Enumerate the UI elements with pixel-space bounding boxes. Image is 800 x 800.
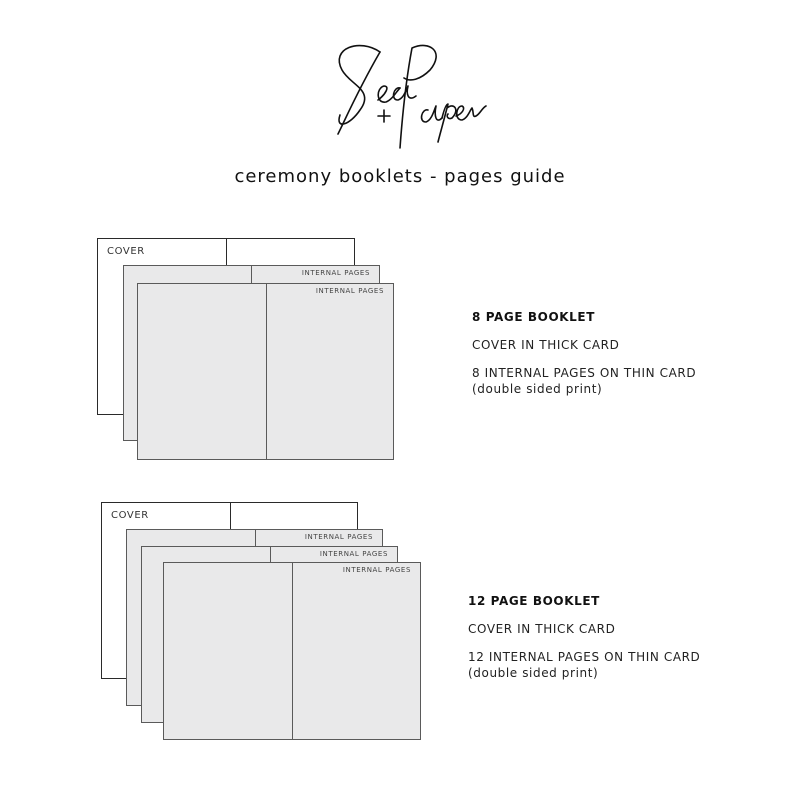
booklet-title: 8 PAGE BOOKLET — [472, 310, 596, 324]
sea-paper-logo — [320, 30, 490, 150]
print-note: (double sided print) — [468, 666, 599, 680]
pages-description: 8 INTERNAL PAGES ON THIN CARD — [472, 366, 697, 380]
print-note: (double sided print) — [472, 382, 603, 396]
cover-description: COVER IN THICK CARD — [472, 338, 620, 352]
booklet-info-8-page — [472, 310, 696, 396]
fold-line — [292, 563, 293, 739]
internal-pages-label: INTERNAL PAGES — [304, 533, 373, 541]
booklet-info-12-page — [468, 594, 700, 680]
pages-description: 12 INTERNAL PAGES ON THIN CARD — [468, 650, 701, 664]
internal-pages-label: INTERNAL PAGES — [315, 287, 384, 295]
cover-label: COVER — [111, 510, 149, 521]
internal-sheet — [163, 562, 421, 740]
internal-pages-label: INTERNAL PAGES — [301, 269, 370, 277]
page-subtitle: ceremony booklets - pages guide — [234, 166, 566, 187]
cover-label: COVER — [107, 246, 145, 257]
cover-description: COVER IN THICK CARD — [468, 622, 616, 636]
internal-pages-label: INTERNAL PAGES — [319, 550, 388, 558]
booklet-title: 12 PAGE BOOKLET — [468, 594, 600, 608]
fold-line — [266, 284, 267, 459]
internal-sheet — [137, 283, 394, 460]
internal-pages-label: INTERNAL PAGES — [342, 566, 411, 574]
